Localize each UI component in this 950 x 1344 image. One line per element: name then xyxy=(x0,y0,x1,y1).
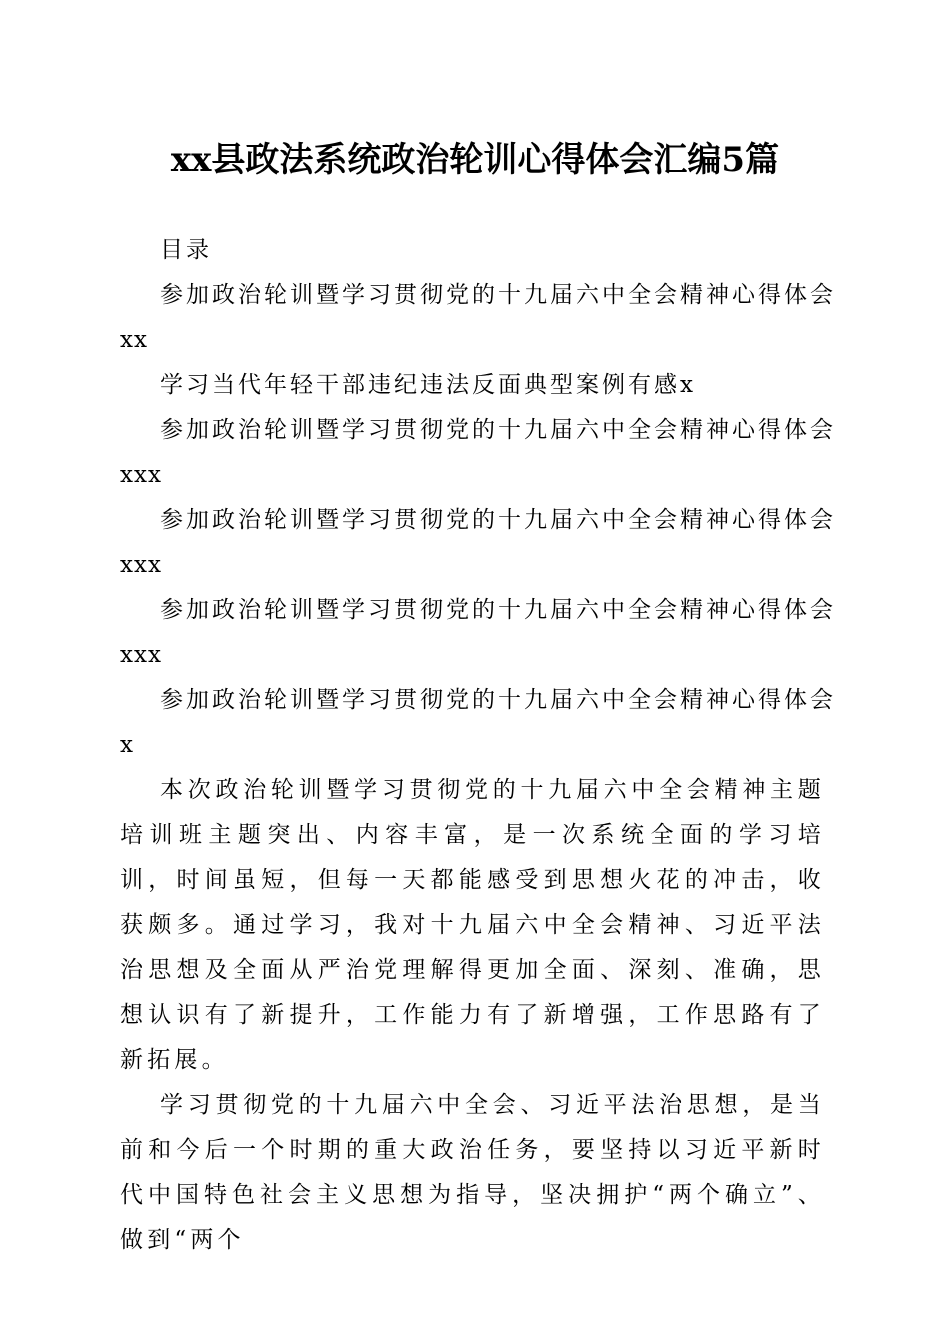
toc-entry: 参加政治轮训暨学习贯彻党的十九届六中全会精神心得体会 xyxy=(160,597,836,623)
body-paragraph: 本次政治轮训暨学习贯彻党的十九届六中全会精神主题培训班主题突出、内容丰富，是一次系统全面的学习培训，时间虽短，但每一天都能感受到思想火花的冲击，收获颇多。通过学习，我对十九届六中全会精神、习近平法治思想及全面从严治党理解得更加全面、深刻、准确，思想认识有了新提升，工作能力有了新增强，工作思路有了新拓展。 xyxy=(120,777,825,1073)
toc-entry: 参加政治轮训暨学习贯彻党的十九届六中全会精神心得体会 xyxy=(160,417,836,443)
toc-entry-author: xxx xyxy=(120,642,162,668)
toc-entry-author: xxx xyxy=(120,552,162,578)
toc-entry: 参加政治轮训暨学习贯彻党的十九届六中全会精神心得体会 xyxy=(160,687,836,713)
document-body xyxy=(120,768,825,1263)
toc-entry-author: x xyxy=(120,732,134,758)
document-title: xx县政法系统政治轮训心得体会汇编5篇 xyxy=(170,140,780,180)
toc-heading: 目录 xyxy=(160,237,212,263)
body-paragraph: 学习贯彻党的十九届六中全会、习近平法治思想，是当前和今后一个时期的重大政治任务，要坚持以习近平新时代中国特色社会主义思想为指导，坚决拥护“两个确立”、做到“两个 xyxy=(120,1092,825,1253)
toc-entry: 参加政治轮训暨学习贯彻党的十九届六中全会精神心得体会 xyxy=(160,282,836,308)
toc-entry: 参加政治轮训暨学习贯彻党的十九届六中全会精神心得体会 xyxy=(160,507,836,533)
toc-entry-author: xxx xyxy=(120,462,162,488)
toc-entry: 学习当代年轻干部违纪违法反面典型案例有感x xyxy=(160,372,696,398)
toc-entry-author: xx xyxy=(120,327,148,353)
table-of-contents xyxy=(120,228,836,768)
